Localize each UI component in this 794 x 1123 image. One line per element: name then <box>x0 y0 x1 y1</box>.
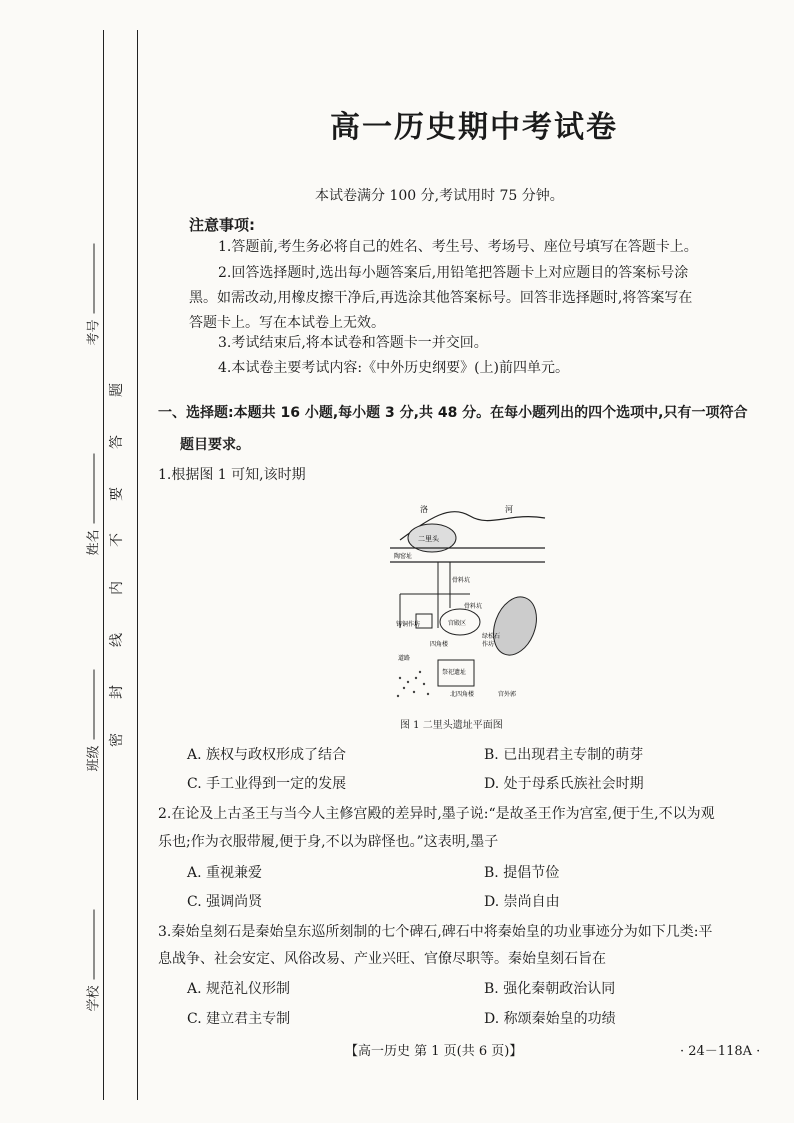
map-label: 宫殿区 <box>448 620 467 627</box>
notice-line: 黑。如需改动,用橡皮擦干净后,再选涂其他答案标号。回答非选择题时,将答案写在 <box>189 290 693 306</box>
map-label: 铸铜作坊 <box>396 621 421 628</box>
exam-no-field[interactable] <box>83 246 102 346</box>
q2-option-d[interactable]: D. 崇尚自由 <box>484 894 560 910</box>
paper-code: · 24－118A · <box>680 1044 761 1059</box>
class-field[interactable] <box>83 672 102 772</box>
map-label: 骨料坑 <box>452 577 471 584</box>
section-heading-cont: 题目要求。 <box>180 437 250 453</box>
page-footer: 【高一历史 第 1 页(共 6 页)】 <box>345 1044 523 1059</box>
map-label: 四角楼 <box>430 641 449 648</box>
q1-option-d[interactable]: D. 处于母系氏族社会时期 <box>484 776 644 792</box>
seal-char: 题 <box>109 383 125 397</box>
seal-char: 要 <box>109 487 125 501</box>
q3-option-d[interactable]: D. 称颂秦始皇的功绩 <box>484 1011 616 1027</box>
q3-option-a[interactable]: A. 规范礼仪形制 <box>187 981 291 997</box>
notice-line: 答题卡上。写在本试卷上无效。 <box>189 315 385 331</box>
notice-line: 1.答题前,考生务必将自己的姓名、考生号、考场号、座位号填写在答题卡上。 <box>218 239 698 255</box>
q1-option-c[interactable]: C. 手工业得到一定的发展 <box>187 776 347 792</box>
exam-no-label: 考号 <box>86 319 102 346</box>
figure-caption: 图 1 二里头遗址平面图 <box>400 720 503 731</box>
site-plan-map <box>390 498 550 703</box>
q3-stem: 3.秦始皇刻石是秦始皇东巡所刻制的七个碑石,碑石中将秦始皇的功业事迹分为如下几类:平 <box>158 924 713 940</box>
school-label: 学校 <box>86 985 102 1012</box>
seal-char: 线 <box>109 633 125 647</box>
notice-line: 4.本试卷主要考试内容:《中外历史纲要》(上)前四单元。 <box>218 360 569 376</box>
map-label: 祭祀遗址 <box>442 669 467 676</box>
river-label-2: 河 <box>505 505 513 514</box>
q2-option-a[interactable]: A. 重视兼爱 <box>187 865 263 881</box>
q1-figure <box>390 498 550 703</box>
q2-option-b[interactable]: B. 提倡节俭 <box>484 865 560 881</box>
q1-stem: 1.根据图 1 可知,该时期 <box>158 467 306 483</box>
map-label: 道路 <box>398 655 411 662</box>
name-field[interactable] <box>83 456 102 556</box>
river-label-1: 洛 <box>420 505 428 514</box>
q3-stem-cont: 息战争、社会安定、风俗改易、产业兴旺、官僚尽职等。秦始皇刻石旨在 <box>158 951 606 967</box>
map-label: 二里头 <box>418 535 439 543</box>
map-label: 陶窑址 <box>394 553 413 560</box>
name-label: 姓名 <box>86 529 102 556</box>
q2-stem-cont: 乐也;作为衣服带履,便于身,不以为辟怪也。”这表明,墨子 <box>158 834 499 850</box>
q3-option-c[interactable]: C. 建立君主专制 <box>187 1011 291 1027</box>
map-label: 宫外郭 <box>498 691 517 698</box>
binding-line-inner <box>137 30 138 1100</box>
page-title: 高一历史期中考试卷 <box>330 110 618 145</box>
map-label: 绿松石 <box>482 633 501 640</box>
map-label: 骨料坑 <box>464 603 483 610</box>
section-heading: 一、选择题:本题共 16 小题,每小题 3 分,共 48 分。在每小题列出的四个选项中,只有一项符合 <box>158 405 748 421</box>
notice-line: 3.考试结束后,将本试卷和答题卡一并交回。 <box>218 335 488 351</box>
q2-option-c[interactable]: C. 强调尚贤 <box>187 894 263 910</box>
map-label: 北四角楼 <box>450 691 475 698</box>
map-label: 作坊 <box>482 641 495 648</box>
notice-heading: 注意事项: <box>189 216 255 234</box>
q3-option-b[interactable]: B. 强化秦朝政治认同 <box>484 981 616 997</box>
exam-subtitle: 本试卷满分 100 分,考试用时 75 分钟。 <box>315 188 564 204</box>
dotted-area <box>397 671 429 697</box>
binding-line-outer <box>103 30 104 1100</box>
seal-char: 密 <box>109 733 125 747</box>
q1-option-b[interactable]: B. 已出现君主专制的萌芽 <box>484 747 644 763</box>
q2-stem: 2.在论及上古圣王与当今人主修宫殿的差异时,墨子说:“是故圣王作为宫室,便于生,不以为观 <box>158 806 715 822</box>
seal-char: 答 <box>109 435 125 449</box>
q1-option-a[interactable]: A. 族权与政权形成了结合 <box>187 747 347 763</box>
seal-char: 内 <box>109 581 125 595</box>
class-label: 班级 <box>86 745 102 772</box>
seal-char: 封 <box>109 685 125 699</box>
school-field[interactable] <box>83 912 102 1012</box>
notice-line: 2.回答选择题时,选出每小题答案后,用铅笔把答题卡上对应题目的答案标号涂 <box>218 265 689 281</box>
seal-char: 不 <box>109 533 125 547</box>
shrine-area <box>486 591 544 661</box>
